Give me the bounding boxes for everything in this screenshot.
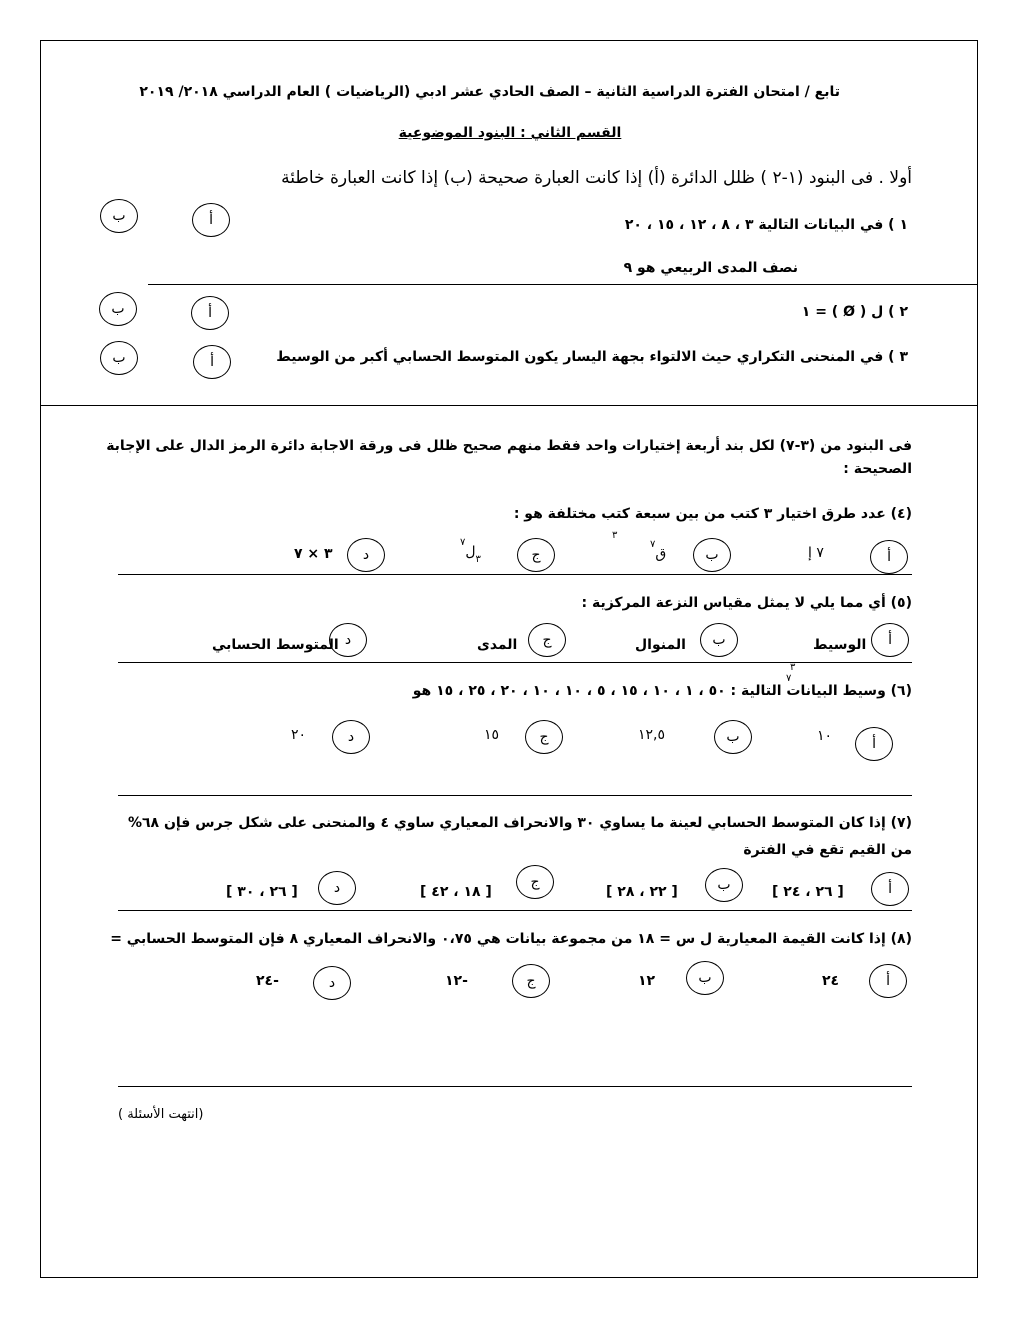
q6-mark: ٧ bbox=[786, 673, 792, 684]
q5-answer-d: المتوسط الحسابي bbox=[212, 637, 339, 653]
option-label: أ bbox=[209, 212, 213, 228]
divider bbox=[118, 1086, 912, 1087]
q5-text: (٥) أي مما يلي لا يمثل مقياس النزعة المركزية : bbox=[581, 595, 912, 611]
q6-option-a[interactable] bbox=[855, 727, 893, 761]
q8-option-c[interactable] bbox=[512, 964, 550, 998]
option-label: أ bbox=[210, 354, 214, 370]
option-label: ب bbox=[112, 208, 126, 224]
q8-answer-b: ١٢ bbox=[638, 973, 656, 989]
q6-answer-a: ١٠ bbox=[817, 728, 833, 744]
option-label: ج bbox=[542, 632, 552, 648]
section-title: القسم الثاني : البنود الموضوعية bbox=[398, 125, 622, 141]
option-label: د bbox=[362, 547, 370, 563]
q6-mark2: ٣ bbox=[790, 662, 796, 673]
q7-option-c[interactable] bbox=[516, 865, 554, 899]
option-label: د bbox=[333, 880, 341, 896]
q1-option-a[interactable] bbox=[192, 203, 230, 237]
option-label: أ bbox=[887, 549, 891, 565]
q6-text: (٦) وسيط البيانات التالية : ٥٠ ، ١ ، ١٠ ، ١٥ ، ٥ ، ١٠ ، ١٠ ، ٢٠ ، ٢٥ ، ١٥ هو bbox=[412, 683, 912, 699]
q5-answer-b: المنوال bbox=[635, 637, 686, 653]
q7-option-a[interactable] bbox=[871, 872, 909, 906]
q7-answer-c: [ ١٨ ، ٤٢ ] bbox=[420, 884, 492, 900]
q4-answer-a: ٧ إ bbox=[808, 545, 824, 561]
q4-answer-b bbox=[650, 539, 667, 562]
option-label: ج bbox=[530, 874, 540, 890]
option-label: أ bbox=[888, 632, 892, 648]
q1-line1: ١ ) في البيانات التالية ٣ ، ٨ ، ١٢ ، ١٥ ، ٢٠ bbox=[624, 217, 908, 233]
q4-text: (٤) عدد طرق اختيار ٣ كتب من بين سبعة كتب مختلفة هو : bbox=[513, 506, 912, 522]
q4-option-a[interactable] bbox=[870, 540, 908, 574]
option-label: ج bbox=[531, 547, 541, 563]
q7-line1: (٧) إذا كان المتوسط الحسابي لعينة ما يساوي ٣٠ والانحراف المعياري ساوي ٤ والمنحنى على شكل جرس فإن ٦٨% bbox=[127, 815, 912, 831]
option-label: ب bbox=[726, 729, 740, 745]
part2-instruction-line1: فى البنود من (٣-٧) لكل بند أربعة إختيارات واحد فقط منهم صحيح ظلل فى ورقة الاجابة دائرة الرمز الدال على الإجابة bbox=[106, 438, 912, 454]
q7-line2: من القيم تقع في الفترة bbox=[743, 842, 912, 858]
q5-option-c[interactable] bbox=[528, 623, 566, 657]
option-label: ب bbox=[705, 547, 719, 563]
q1-option-b[interactable] bbox=[100, 199, 138, 233]
q8-text: (٨) إذا كانت القيمة المعيارية ل س = ١٨ من مجموعة بيانات هي ٠،٧٥ والانحراف المعياري ٨ فإن المتوسط الحسابي = bbox=[110, 931, 912, 947]
q8-answer-a: ٢٤ bbox=[822, 973, 840, 989]
q7-answer-b: [ ٢٢ ، ٢٨ ] bbox=[606, 884, 678, 900]
option-label: ب bbox=[112, 350, 126, 366]
q4-answer-d: ٣ × ٧ bbox=[294, 546, 333, 562]
option-label: أ bbox=[886, 973, 890, 989]
q8-answer-d: -٢٤ bbox=[256, 973, 279, 989]
option-label: ج bbox=[539, 729, 549, 745]
q3-text: ٣ ) في المنحنى التكراري حيث الالتواء بجهة اليسار يكون المتوسط الحسابي أكبر من الوسيط bbox=[276, 349, 908, 365]
part1-instruction: أولا . فى البنود (١-٢ ) ظلل الدائرة (أ) إذا كانت العبارة صحيحة (ب) إذا كانت العبارة خاطئة bbox=[281, 168, 912, 188]
q7-option-d[interactable] bbox=[318, 871, 356, 905]
q6-option-d[interactable] bbox=[332, 720, 370, 754]
section-divider bbox=[40, 405, 978, 406]
q4-option-d[interactable] bbox=[347, 538, 385, 572]
option-label: ب bbox=[717, 877, 731, 893]
end-note: (انتهت الأسئلة ) bbox=[118, 1107, 204, 1122]
q7-option-b[interactable] bbox=[705, 868, 743, 902]
q1-line2: نصف المدى الربيعي هو ٩ bbox=[623, 260, 798, 276]
q4-b-letter: ق bbox=[655, 546, 667, 562]
divider bbox=[148, 284, 978, 285]
q4-b-sup: ٧ bbox=[650, 539, 656, 550]
option-label: ج bbox=[526, 973, 536, 989]
q4-c-sup: ٧ bbox=[460, 537, 466, 548]
q8-answer-c: -١٢ bbox=[445, 973, 468, 989]
q4-option-b[interactable] bbox=[693, 538, 731, 572]
q8-option-a[interactable] bbox=[869, 964, 907, 998]
option-label: أ bbox=[208, 305, 212, 321]
q4-c-sub: ٣ bbox=[475, 554, 481, 565]
q2-option-a[interactable] bbox=[191, 296, 229, 330]
q2-text: ٢ ) ل ( Ø ) = ١ bbox=[801, 304, 908, 320]
q4-answer-c bbox=[460, 537, 481, 565]
q4-option-c[interactable] bbox=[517, 538, 555, 572]
divider bbox=[118, 574, 912, 575]
q4-b-sub: ٣ bbox=[612, 530, 618, 541]
divider bbox=[118, 795, 912, 796]
option-label: د bbox=[344, 632, 352, 648]
option-label: ب bbox=[712, 632, 726, 648]
q4-c-letter: ل bbox=[465, 544, 476, 560]
divider bbox=[118, 910, 912, 911]
exam-title: تابع / امتحان الفترة الدراسية الثانية – الصف الحادي عشر ادبي (الرياضيات ) العام الدراسي ٢٠١٨/ ٢٠١٩ bbox=[139, 84, 840, 100]
q3-option-b[interactable] bbox=[100, 341, 138, 375]
q8-option-d[interactable] bbox=[313, 966, 351, 1000]
option-label: د bbox=[347, 729, 355, 745]
q5-answer-c: المدى bbox=[477, 637, 518, 653]
q7-answer-d: [ ٢٦ ، ٣٠ ] bbox=[226, 884, 298, 900]
q6-answer-d: ٢٠ bbox=[291, 727, 307, 743]
option-label: ب bbox=[111, 301, 125, 317]
q7-answer-a: [ ٢٦ ، ٢٤ ] bbox=[772, 884, 844, 900]
option-label: د bbox=[328, 975, 336, 991]
q6-option-c[interactable] bbox=[525, 720, 563, 754]
q5-option-a[interactable] bbox=[871, 623, 909, 657]
q3-option-a[interactable] bbox=[193, 345, 231, 379]
q2-option-b[interactable] bbox=[99, 292, 137, 326]
q6-answer-b: ١٢,٥ bbox=[638, 727, 666, 743]
q5-option-b[interactable] bbox=[700, 623, 738, 657]
q6-option-b[interactable] bbox=[714, 720, 752, 754]
option-label: أ bbox=[888, 881, 892, 897]
q8-option-b[interactable] bbox=[686, 961, 724, 995]
part2-instruction-line2: الصحيحة : bbox=[843, 461, 912, 477]
option-label: ب bbox=[698, 970, 712, 986]
q5-answer-a: الوسيط bbox=[813, 637, 867, 653]
q6-answer-c: ١٥ bbox=[484, 727, 500, 743]
option-label: أ bbox=[872, 736, 876, 752]
